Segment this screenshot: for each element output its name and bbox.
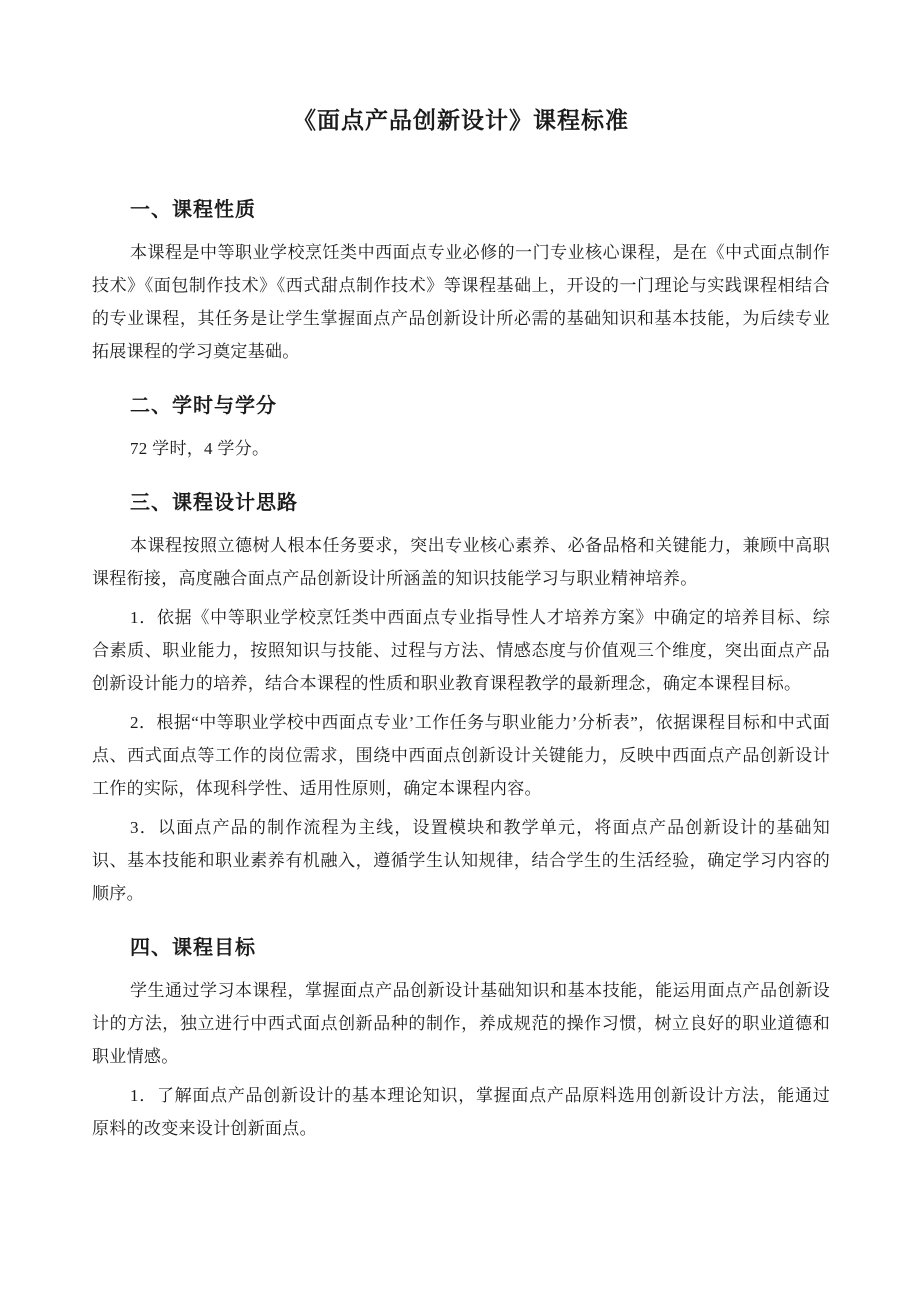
paragraph: 本课程按照立德树人根本任务要求，突出专业核心素养、必备品格和关键能力，兼顾中高职课程衔接，高度融合面点产品创新设计所涵盖的知识技能学习与职业精神培养。 <box>92 536 830 588</box>
section-heading-course-objectives: 四、课程目标 <box>130 937 256 959</box>
section-heading-design-approach: 三、课程设计思路 <box>130 492 298 514</box>
paragraph: 本课程是中等职业学校烹饪类中西面点专业必修的一门专业核心课程，是在《中式面点制作技术》《面包制作技术》《西式甜点制作技术》等课程基础上，开设的一门理论与实践课程相结合的专业课程，其任务是让学生掌握面点产品创新设计所必需的基础知识和基本技能，为后续专业拓展课程的学习奠定基础。 <box>92 243 830 361</box>
section-heading-course-nature: 一、课程性质 <box>130 199 256 221</box>
document-title: 《面点产品创新设计》课程标准 <box>293 108 629 133</box>
numbered-paragraph-2: 2．根据“中等职业学校中西面点专业’工作任务与职业能力’分析表”，依据课程目标和中式面点、西式面点等工作的岗位需求，围绕中西面点创新设计关键能力，反映中西面点产品创新设计工作的实际，体现科学性、适用性原则，确定本课程内容。 <box>92 713 830 798</box>
paragraph: 学生通过学习本课程，掌握面点产品创新设计基础知识和基本技能，能运用面点产品创新设计的方法，独立进行中西式面点创新品种的制作，养成规范的操作习惯，树立良好的职业道德和职业情感。 <box>92 981 830 1066</box>
section-hours-credits <box>92 392 830 465</box>
numbered-paragraph-1: 1．了解面点产品创新设计的基本理论知识，掌握面点产品原料选用创新设计方法，能通过原料的改变来设计创新面点。 <box>92 1086 830 1138</box>
paragraph: 72 学时，4 学分。 <box>130 439 270 458</box>
section-heading-hours-credits: 二、学时与学分 <box>130 395 277 417</box>
section-course-nature <box>92 196 830 368</box>
section-course-objectives <box>92 934 830 1145</box>
numbered-paragraph-3: 3．以面点产品的制作流程为主线，设置模块和教学单元，将面点产品创新设计的基础知识、基本技能和职业素养有机融入，遵循学生认知规律，结合学生的生活经验，确定学习内容的顺序。 <box>92 818 830 903</box>
numbered-paragraph-1: 1．依据《中等职业学校烹饪类中西面点专业指导性人才培养方案》中确定的培养目标、综合素质、职业能力，按照知识与技能、过程与方法、情感态度与价值观三个维度，突出面点产品创新设计能力的培养，结合本课程的性质和职业教育课程教学的最新理念，确定本课程目标。 <box>92 608 830 693</box>
section-design-approach <box>92 489 830 910</box>
